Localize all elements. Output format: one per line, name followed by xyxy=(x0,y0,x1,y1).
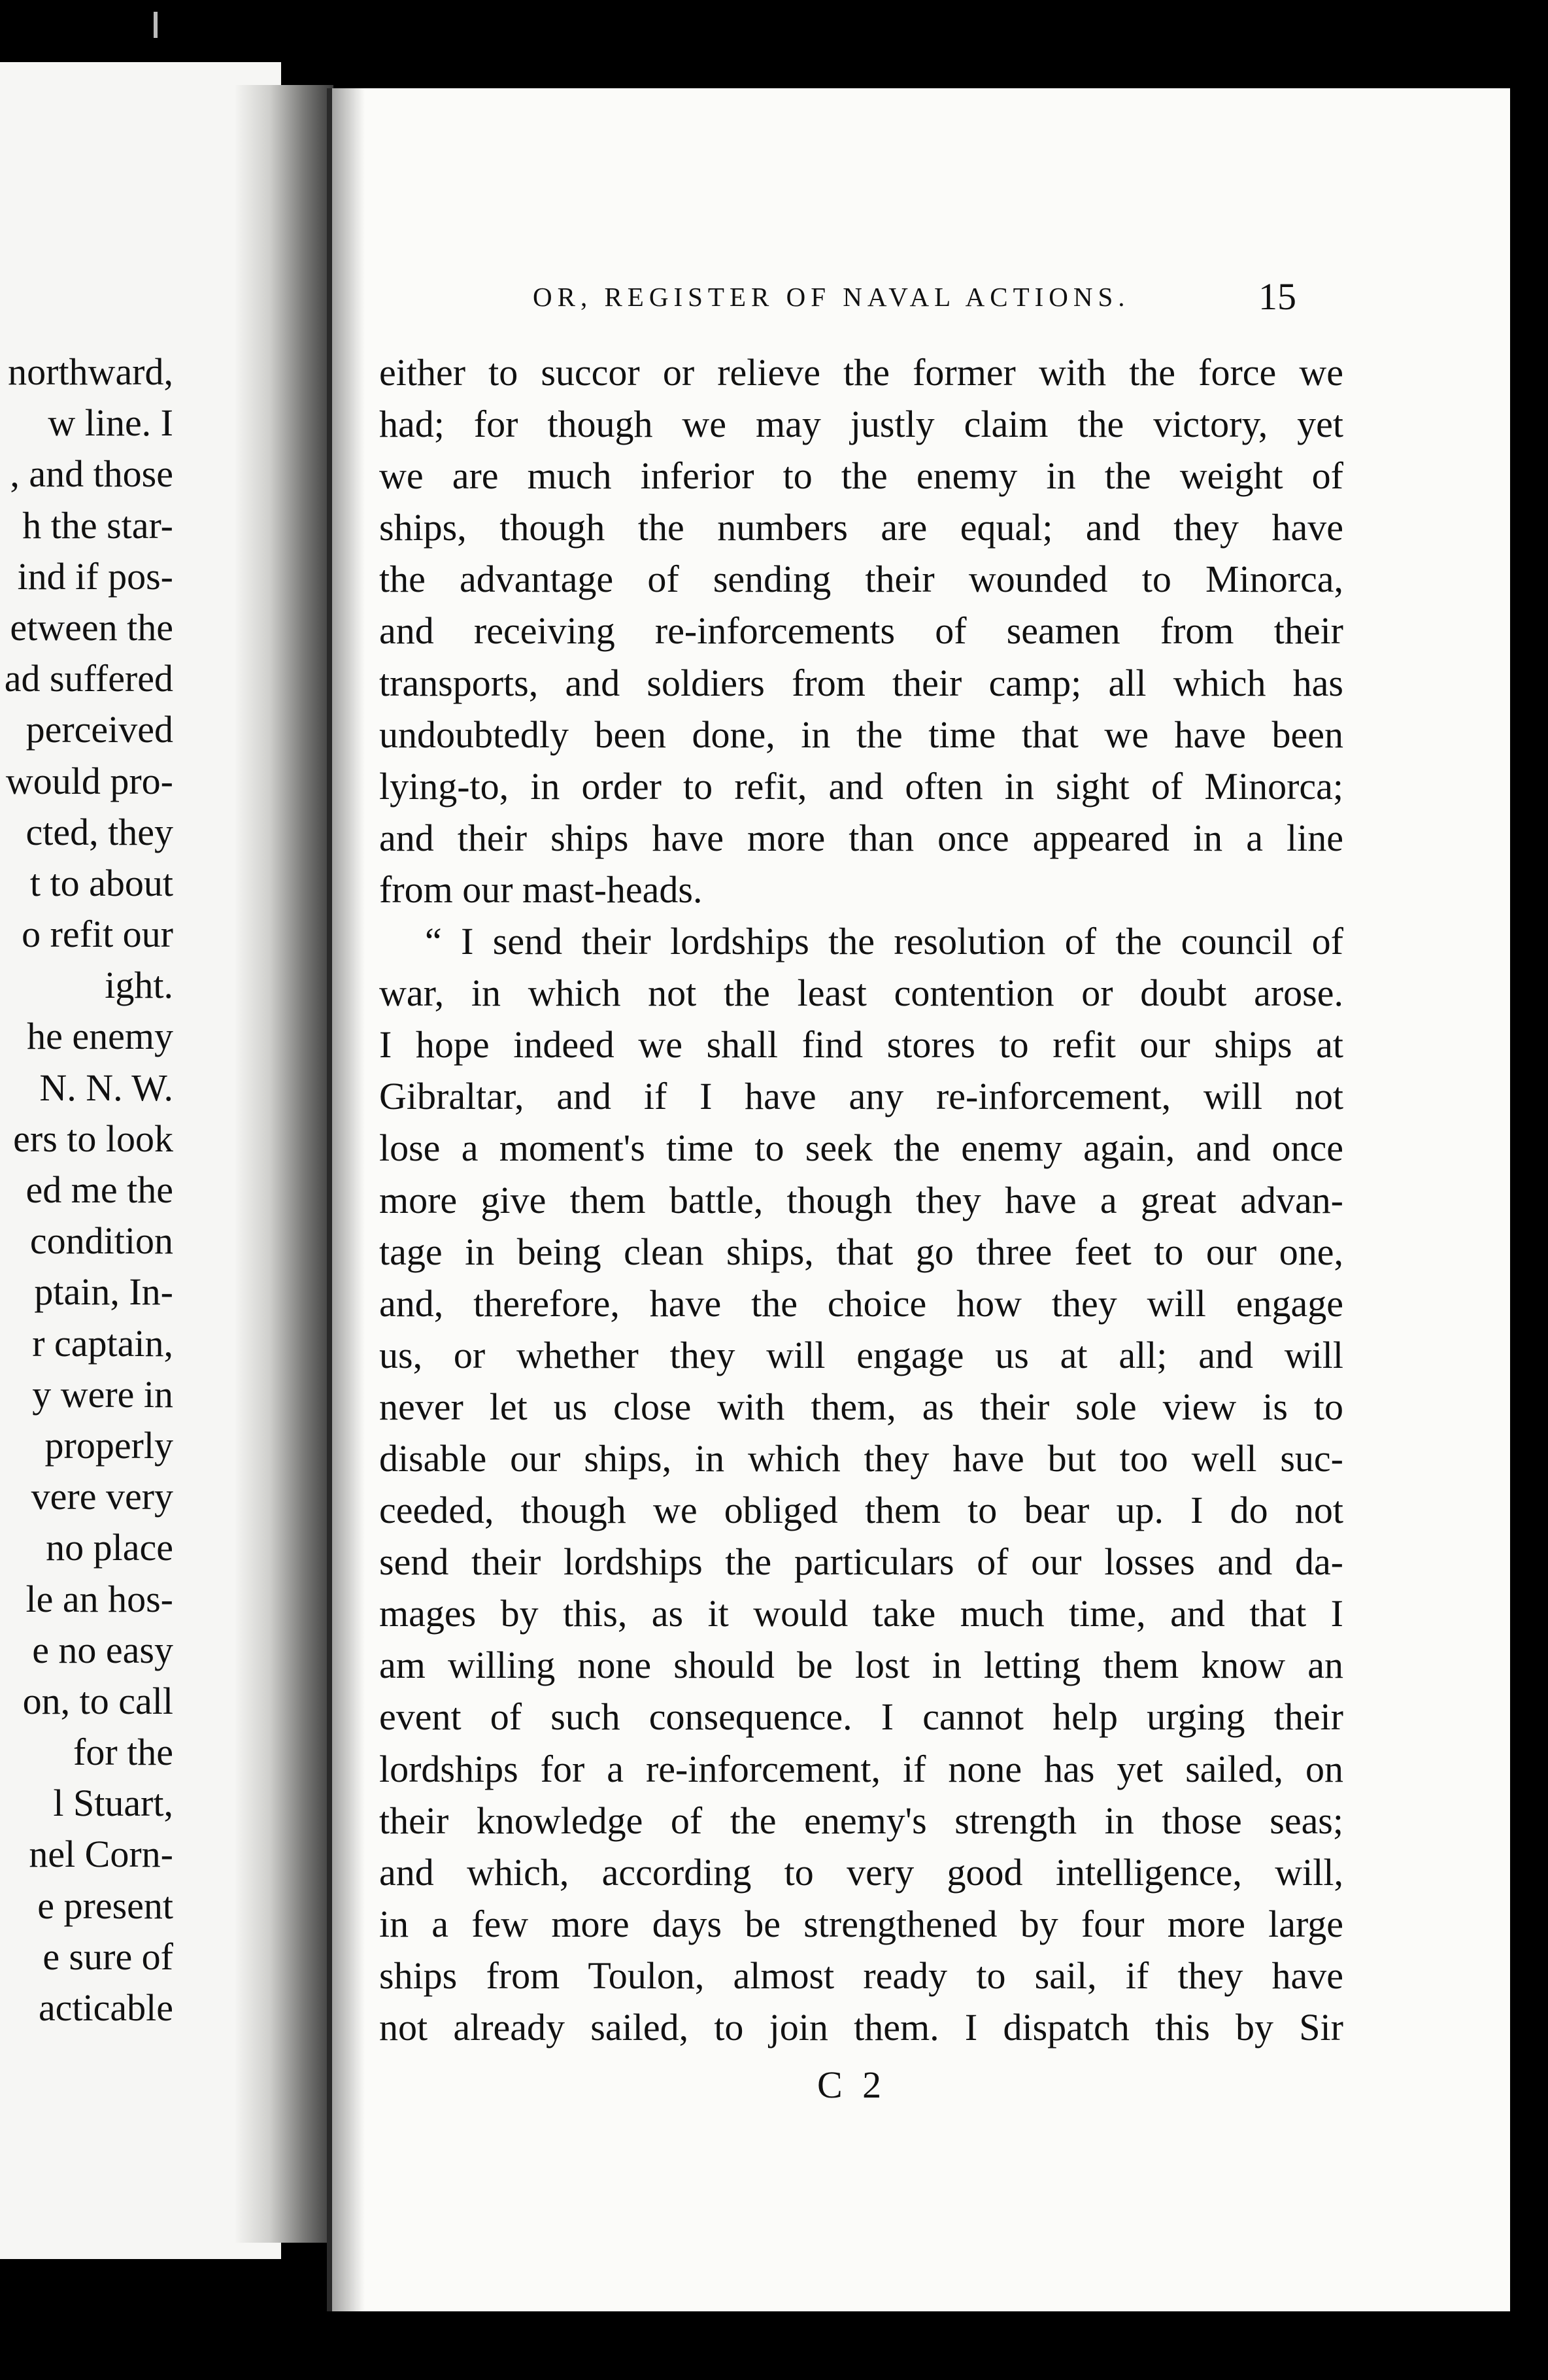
text-line: mages by this, as it would take much time, and that I xyxy=(379,1592,1343,1635)
left-page-line: properly xyxy=(44,1423,173,1467)
text-line: the advantage of sending their wounded to Minorca, xyxy=(379,558,1343,601)
left-page-line: cted, they xyxy=(25,810,173,853)
page-edge-shadow xyxy=(332,88,365,2311)
text-line: and their ships have more than once appeared in a line xyxy=(379,816,1343,859)
text-line: event of such consequence. I cannot help urging their xyxy=(379,1695,1343,1739)
text-line: us, or whether they will engage us at all; and will xyxy=(379,1333,1343,1376)
text-line: undoubtedly been done, in the time that we have been xyxy=(379,713,1343,756)
text-line: we are much inferior to the enemy in the weight of xyxy=(379,454,1343,498)
text-line: war, in which not the least contention or doubt arose. xyxy=(379,972,1343,1015)
text-line: and which, according to very good intelligence, will, xyxy=(379,1850,1343,1894)
text-line: not already sailed, to join them. I dispatch this by Sir xyxy=(379,2006,1343,2048)
text-line: am willing none should be lost in letting them know an xyxy=(379,1644,1343,1687)
left-page-line: he enemy xyxy=(27,1015,173,1058)
text-line: lordships for a re-inforcement, if none has yet sailed, on xyxy=(379,1747,1343,1790)
binding-mark xyxy=(154,12,158,38)
left-page-line: le an hos- xyxy=(25,1577,173,1620)
left-page-line: w line. I xyxy=(48,401,173,445)
text-line: had; for though we may justly claim the victory, yet xyxy=(379,403,1343,446)
left-page-line: N. N. W. xyxy=(39,1066,173,1109)
text-line: ceeded, though we obliged them to bear up. I do not xyxy=(379,1489,1343,1532)
left-page-line: ight. xyxy=(105,964,173,1007)
left-page-line: y were in xyxy=(32,1372,173,1416)
text-line: either to succor or relieve the former with the force we xyxy=(379,351,1343,394)
text-line: lying-to, in order to refit, and often in sight of Minorca; xyxy=(379,764,1343,808)
left-page-line: etween the xyxy=(10,605,173,649)
text-line: from our mast-heads. xyxy=(379,868,703,911)
left-page-line: no place xyxy=(46,1526,173,1569)
left-page-line: condition xyxy=(29,1219,173,1263)
left-page-line: ed me the xyxy=(25,1168,173,1211)
left-page-line: , and those xyxy=(10,452,173,496)
left-page-line: ers to look xyxy=(13,1117,173,1160)
left-page-line: ind if pos- xyxy=(17,554,173,598)
left-page-lines xyxy=(0,347,275,2033)
text-line: ships from Toulon, almost ready to sail, if they have xyxy=(379,1954,1343,1997)
left-page-line: would pro- xyxy=(5,759,173,802)
left-page-line: for the xyxy=(73,1731,173,1774)
left-page-line: o refit our xyxy=(22,913,173,956)
left-page-line: h the star- xyxy=(22,503,173,547)
body-text xyxy=(379,347,1343,2053)
left-page-line: r captain, xyxy=(32,1321,173,1365)
left-page-line: nel Corn- xyxy=(29,1833,173,1876)
left-page-line: northward, xyxy=(8,350,173,393)
left-page-line: acticable xyxy=(38,1986,173,2029)
text-line: lose a moment's time to seek the enemy again, and once xyxy=(379,1127,1343,1170)
signature-mark: C 2 xyxy=(817,2064,887,2106)
text-line: disable our ships, in which they have but too well suc- xyxy=(379,1436,1343,1480)
text-line: Gibraltar, and if I have any re-inforcement, will not xyxy=(379,1075,1343,1118)
text-line: I hope indeed we shall find stores to refit our ships at xyxy=(379,1023,1343,1066)
left-page-line: perceived xyxy=(25,708,173,751)
left-page-line: vere very xyxy=(31,1475,173,1518)
text-line: “ I send their lordships the resolution of the council of xyxy=(425,920,1343,963)
left-page-line: t to about xyxy=(29,861,173,904)
text-line: transports, and soldiers from their camp; all which has xyxy=(379,661,1343,704)
left-page-line: on, to call xyxy=(22,1679,173,1722)
left-page-line: e present xyxy=(37,1884,173,1927)
left-page-line: l Stuart, xyxy=(53,1782,173,1825)
left-page-line: ad suffered xyxy=(4,657,173,700)
text-line: and receiving re-inforcements of seamen from their xyxy=(379,609,1343,653)
left-page-line: ptain, In- xyxy=(34,1270,173,1314)
text-line: in a few more days be strengthened by four more large xyxy=(379,1902,1343,1945)
text-line: and, therefore, have the choice how they will engage xyxy=(379,1282,1343,1325)
book-gutter xyxy=(235,85,333,2243)
text-line: their knowledge of the enemy's strength in those seas; xyxy=(379,1799,1343,1842)
text-line: never let us close with them, as their sole view is to xyxy=(379,1385,1343,1428)
left-page-line: e no easy xyxy=(32,1628,173,1671)
running-head: OR, REGISTER OF NAVAL ACTIONS. xyxy=(533,282,1130,312)
text-line: send their lordships the particulars of our losses and da- xyxy=(379,1540,1343,1584)
left-page-line: e sure of xyxy=(42,1935,173,1978)
page-number: 15 xyxy=(1258,275,1296,318)
text-line: ships, though the numbers are equal; and they have xyxy=(379,506,1343,549)
text-line: more give them battle, though they have a great advan- xyxy=(379,1178,1343,1221)
text-line: tage in being clean ships, that go three feet to our one, xyxy=(379,1230,1343,1273)
